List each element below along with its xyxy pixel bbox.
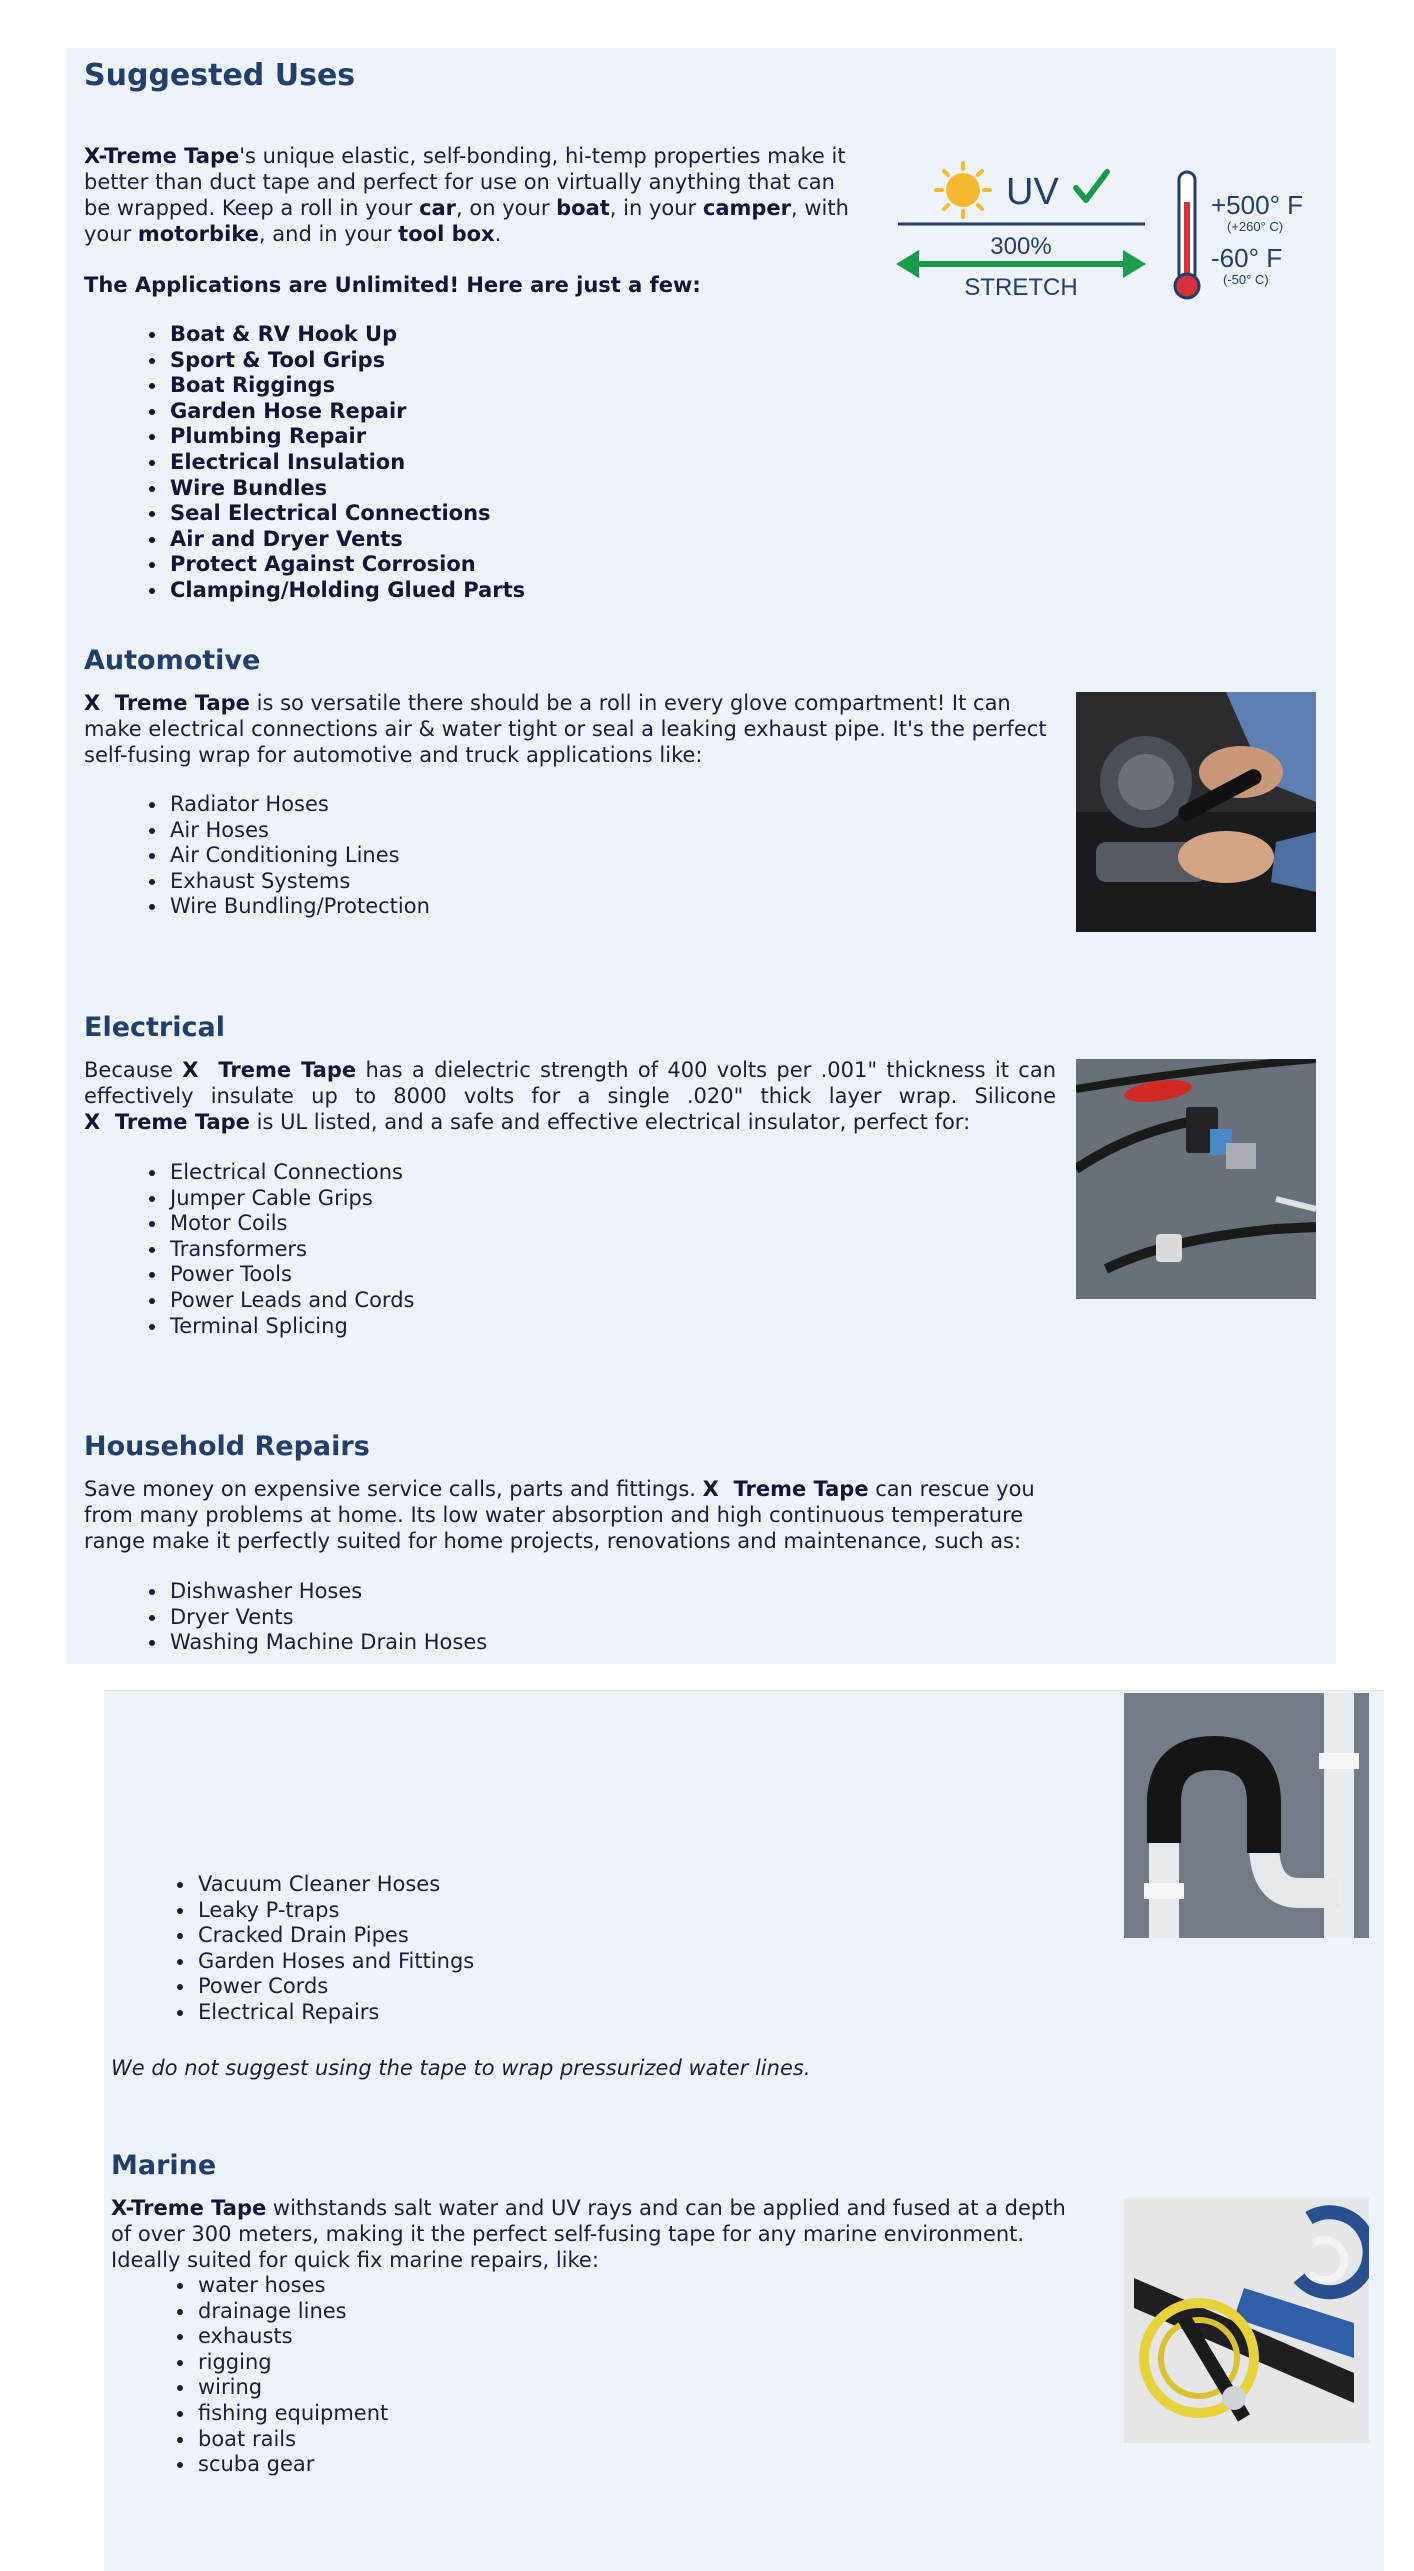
list-item: • Electrical Connections: [168, 1160, 868, 1186]
electrical-text: Because X Treme Tape has a dielectric strength of 400 volts per .001" thickness it can effectively insulate up to 8000 volts for a single .020" thick layer wrap. Silicone X Treme Tape is UL listed, and a safe and effective electrical insulator, perfect for:: [84, 1058, 1057, 1134]
list-item: • Seal Electrical Connections: [168, 501, 868, 527]
list-item: • Washing Machine Drain Hoses: [168, 1630, 868, 1656]
list-item: • Protect Against Corrosion: [168, 552, 868, 578]
list-item: • Power Cords: [196, 1974, 896, 2000]
checkmark-icon: [1076, 172, 1107, 200]
list-item: • Wire Bundles: [168, 476, 868, 502]
list-item: • Air Hoses: [168, 818, 868, 844]
household-text: Save money on expensive service calls, parts and fittings. X Treme Tape can rescue you from many problems at home. Its low water absorption and high continuous temperature range make it perfectly suited for home projects, renovations and maintenance, such as:: [84, 1477, 1035, 1553]
section-title-marine: Marine: [111, 2150, 217, 2181]
marine-photo: [1124, 2198, 1369, 2443]
list-item: • water hoses: [196, 2273, 896, 2299]
household-warning-note: We do not suggest using the tape to wrap pressurized water lines.: [111, 2056, 811, 2080]
list-item: • drainage lines: [196, 2299, 896, 2325]
list-item: • Wire Bundling/Protection: [168, 894, 868, 920]
applications-heading: The Applications are Unlimited! Here are just a few:: [84, 273, 701, 297]
list-item: • Boat & RV Hook Up: [168, 322, 868, 348]
list-item: • exhausts: [196, 2324, 896, 2350]
list-item: • Garden Hoses and Fittings: [196, 1949, 896, 1975]
list-item: • Air and Dryer Vents: [168, 527, 868, 553]
list-item: • Sport & Tool Grips: [168, 348, 868, 374]
features-badge: [893, 160, 1313, 310]
list-item: • Garden Hose Repair: [168, 399, 868, 425]
list-item: • Electrical Repairs: [196, 2000, 896, 2026]
marine-text: X-Treme Tape withstands salt water and UV rays and can be applied and fused at a depth of over 300 meters, making it the perfect self-fusing tape for any marine environment. Ideally suited for quick fix marine repairs, like:: [111, 2196, 1066, 2272]
section-title-automotive: Automotive: [84, 645, 261, 676]
hot-temp-f: +500° F: [1211, 190, 1304, 220]
electrical-list: [84, 1160, 868, 1339]
stretch-percent: 300%: [990, 233, 1052, 260]
hot-temp-c: (+260° C): [1227, 219, 1284, 234]
list-item: • Electrical Insulation: [168, 450, 868, 476]
list-item: • Power Tools: [168, 1262, 868, 1288]
list-item: • Leaky P-traps: [196, 1898, 896, 1924]
list-item: • Motor Coils: [168, 1211, 868, 1237]
list-item: • Radiator Hoses: [168, 792, 868, 818]
suggested-uses-list: [84, 322, 868, 604]
household-list-continued: [112, 1872, 896, 2026]
automotive-text: X Treme Tape is so versatile there should be a roll in every glove compartment! It can make electrical connections air & water tight or seal a leaking exhaust pipe. It's the perfect self-fusing wrap for automotive and truck applications like:: [84, 691, 1047, 767]
list-item: • Cracked Drain Pipes: [196, 1923, 896, 1949]
cold-temp-f: -60° F: [1211, 243, 1283, 273]
section-title-electrical: Electrical: [84, 1012, 225, 1043]
list-item: • Transformers: [168, 1237, 868, 1263]
automotive-photo: [1076, 692, 1316, 932]
automotive-list: [84, 792, 868, 920]
sun-icon: [936, 163, 990, 217]
marine-list: [112, 2273, 896, 2478]
electrical-photo: [1076, 1059, 1316, 1299]
list-item: • Clamping/Holding Glued Parts: [168, 578, 868, 604]
list-item: • Dryer Vents: [168, 1605, 868, 1631]
list-item: • boat rails: [196, 2427, 896, 2453]
list-item: • scuba gear: [196, 2452, 896, 2478]
thermometer-icon: [1175, 172, 1199, 298]
list-item: • fishing equipment: [196, 2401, 896, 2427]
suggested-intro: X-Treme Tape's unique elastic, self-bonding, hi-temp properties make it better than duct tape and perfect for use on virtually anything that can be wrapped. Keep a roll in your car, on your boat, in your camper, with your motorbike, and in your tool box.: [84, 144, 849, 246]
stretch-label: STRETCH: [964, 274, 1078, 301]
list-item: • Dishwasher Hoses: [168, 1579, 868, 1605]
page-title: Suggested Uses: [84, 58, 356, 93]
plumbing-photo: [1124, 1693, 1369, 1938]
list-item: • Power Leads and Cords: [168, 1288, 868, 1314]
list-item: • Vacuum Cleaner Hoses: [196, 1872, 896, 1898]
section-title-household: Household Repairs: [84, 1431, 370, 1462]
list-item: • Jumper Cable Grips: [168, 1186, 868, 1212]
list-item: • wiring: [196, 2375, 896, 2401]
list-item: • Air Conditioning Lines: [168, 843, 868, 869]
household-list: [84, 1579, 868, 1656]
list-item: • Plumbing Repair: [168, 424, 868, 450]
list-item: • Terminal Splicing: [168, 1314, 868, 1340]
list-item: • Exhaust Systems: [168, 869, 868, 895]
list-item: • Boat Riggings: [168, 373, 868, 399]
list-item: • rigging: [196, 2350, 896, 2376]
cold-temp-c: (-50° C): [1223, 272, 1269, 287]
uv-label: UV: [1006, 171, 1059, 213]
